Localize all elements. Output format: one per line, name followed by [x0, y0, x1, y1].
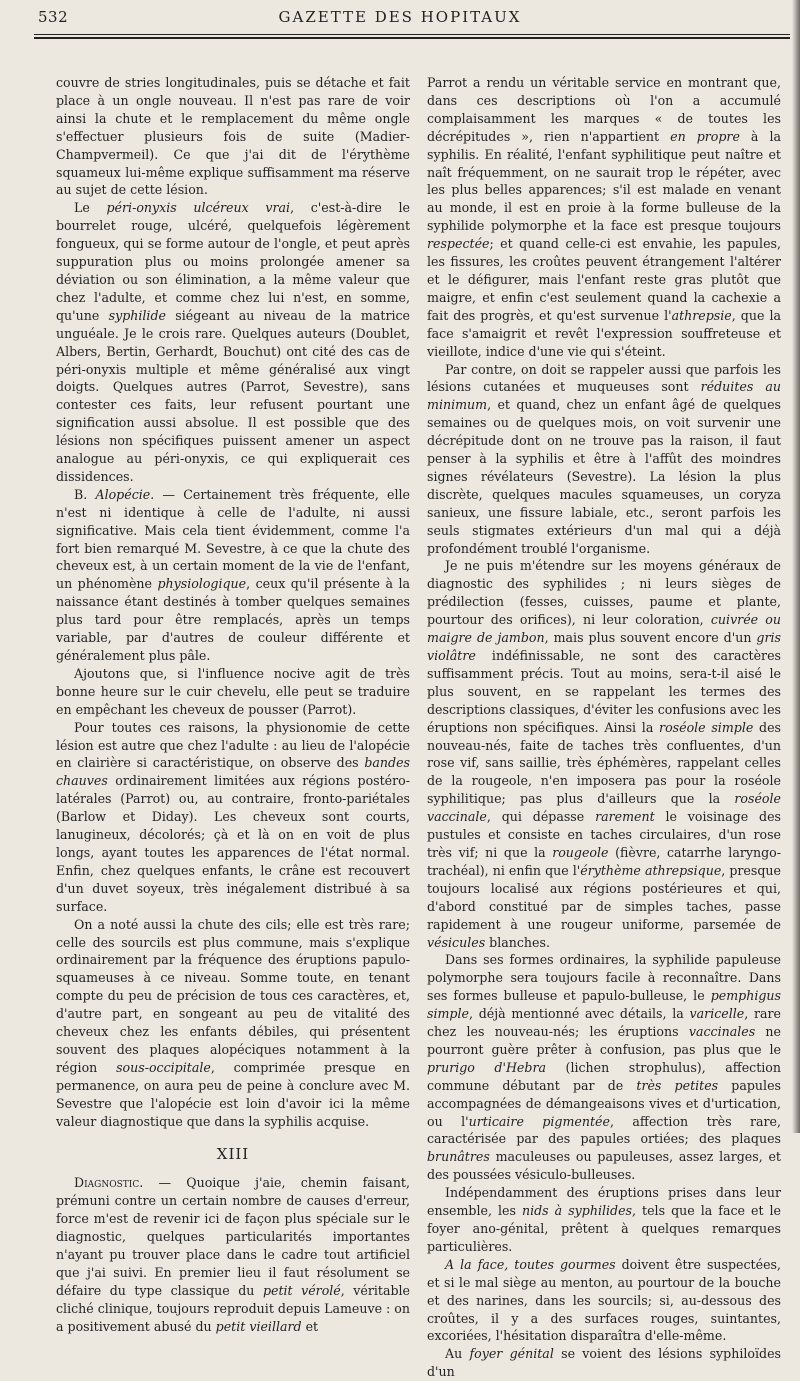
- paragraph: On a noté aussi la chute des cils; elle est très rare; celle des sourcils est plus commune, mais s'explique ordinairement par la fréquence des éruptions papulo-squameuses à ce niveau. Somme toute, en tenant compte du peu de précision de tous ces caractères, et, d'autre part, en songeant au peu de vitalité des cheveux chez les enfants débiles, qui présentent souvent des plaques alopéciques notamment à la région sous-occipitale, comprimée presque en permanence, on aura peu de peine à conclure avec M. Sevestre que l'alopécie est loin d'avoir ici la même valeur diagnostique que dans la syphilis acquise.: [56, 916, 410, 1129]
- paragraph: Pour toutes ces raisons, la physionomie de cette lésion est autre que chez l'adulte : au lieu de l'alopécie en clairière si caractéristique, on observe des bandes chauves ordinairement limitées aux régions postéro-latérales (Parrot) ou, au contraire, fronto-pariétales (Barlow et Diday). Les cheveux sont courts, lanugineux, décolorés; çà et là on en voit de plus longs, ayant toutes les apparences de l'état normal. Enfin, chez quelques enfants, le crâne est recouvert d'un duvet soyeux, très inégalement distribué à sa surface.: [56, 719, 410, 914]
- paragraph: Ajoutons que, si l'influence nocive agit de très bonne heure sur le cuir chevelu, elle peut se traduire en empêchant les cheveux de pousser (Parrot).: [56, 665, 410, 717]
- header-rule-thin: [34, 34, 790, 35]
- paragraph: Dans ses formes ordinaires, la syphilide papuleuse polymorphe sera toujours facile à reconnaître. Dans ses formes bulleuse et papulo-bulleuse, le pemphigus simple, déjà mentionné avec détails, la varicelle, rare chez les nouveau-nés; les éruptions vaccinales ne pourront guère prêter à confusion, pas plus que le prurigo d'Hebra (lichen strophulus), affection commune débutant par de très petites papules accompagnées de démangeaisons vives et d'urtication, ou l'urticaire pigmentée, affection très rare, caractérisée par des papules ortiées; des plaques brunâtres maculeuses ou papuleuses, assez larges, et des poussées vésiculo-bulleuses.: [427, 952, 782, 1183]
- section-heading: XIII: [216, 1145, 250, 1164]
- paragraph: A la face, toutes gourmes doivent être suspectées, et si le mal siège au menton, au pourtour de la bouche et des narines, dans les sourcils; si, au-dessous des croûtes, il y a des surfaces rouges, suintantes, excoriées, l'hésitation disparaîtra d'elle-même.: [427, 1256, 781, 1344]
- paragraph: Au foyer génital se voient des lésions syphiloïdes d'un: [427, 1346, 781, 1380]
- running-head: GAZETTE DES HOPITAUX: [278, 8, 522, 26]
- paragraph: Le péri-onyxis ulcéreux vrai, c'est-à-dire le bourrelet rouge, ulcéré, quelquefois légèrement fongueux, qui se forme autour de l'ongle, et peut après suppuration plus ou moins prolongée amener sa déviation ou son élimination, a la même valeur que chez l'adulte, et comme chez lui n'est, en somme, qu'une syphilide siégeant au niveau de la matrice unguéale. Je le crois rare. Quelques auteurs (Doublet, Albers, Bertin, Gerhardt, Bouchut) ont cité des cas de péri-onyxis multiple et même généralisé aux vingt doigts. Quelques autres (Parrot, Sevestre), sans contester ces faits, leur refusent pourtant une signification aussi absolue. Il est possible que des lésions non spécifiques puissent amener un aspect analogue au péri-onyxis, ce qui expliquerait ces dissidences.: [56, 200, 410, 484]
- paragraph: Diagnostic. — Quoique j'aie, chemin faisant, prémuni contre un certain nombre de causes d'erreur, force m'est de revenir ici de façon plus spéciale sur le diagnostic, quelques particularités importantes n'ayant pu trouver place dans le cadre tout artificiel que j'ai suivi. En premier lieu il faut résolument se défaire du type classique du petit vérolé, véritable cliché clinique, toujours reproduit depuis Lameuve : on a positivement abusé du petit vieillard et: [56, 1175, 411, 1334]
- page-number: 532: [38, 8, 69, 26]
- header-rule-thick: [34, 37, 790, 39]
- paragraph: Parrot a rendu un véritable service en montrant que, dans ces descriptions où l'on a accumulé complaisamment les marques « de toutes les décrépitudes », rien n'appartient en propre à la syphilis. En réalité, l'enfant syphilitique peut naître et naît fréquemment, on ne saurait trop le répéter, avec les plus belles apparences; s'il est malade en venant au monde, il est en proie à la forme bulleuse de la syphilide polymorphe et la face est presque toujours respectée; et quand celle-ci est envahie, les papules, les fissures, les croûtes peuvent étrangement l'altérer et le défigurer, mais l'enfant reste gras plutôt que maigre, et enfin c'est seulement quand la cachexie a fait des progrès, et qu'est survenue l'athrepsie, que la face s'amaigrit et revêt l'expression souffreteuse et vieillote, indice d'une vie qui s'éteint.: [427, 75, 782, 359]
- left-column: [56, 74, 410, 1336]
- right-column: [427, 74, 781, 1381]
- paragraph: Je ne puis m'étendre sur les moyens généraux de diagnostic des syphilides ; ni leurs sièges de prédilection (fesses, cuisses, paume et plante, pourtour des orifices), ni leur coloration, cuivrée ou maigre de jambon, mais plus souvent encore d'un gris violâtre indéfinissable, ne sont des caractères suffisamment précis. Tout au moins, sera-t-il aisé le plus souvent, en se rappelant les termes des descriptions classiques, d'éviter les confusions avec les éruptions non spécifiques. Ainsi la roséole simple des nouveau-nés, faite de taches très confluentes, d'un rose vif, sans saillie, très éphémères, rappelant celles de la rougeole, n'en imposera pas pour la roséole syphilitique; pas plus d'ailleurs que la roséole vaccinale, qui dépasse rarement le voisinage des pustules et consiste en taches circulaires, d'un rose très vif; ni que la rougeole (fièvre, catarrhe laryngo-trachéal), ni enfin que l'érythème athrepsique, presque toujours localisé aux régions postérieures et qui, d'abord constitué par de simples taches, passe rapidement à une rougeur uniforme, parsemée de vésicules blanches.: [427, 558, 781, 950]
- paragraph: B. Alopécie. — Certainement très fréquente, elle n'est ni identique à celle de l'adulte, ni aussi significative. Mais cela tient évidemment, comme l'a fort bien remarqué M. Sevestre, à ce que la chute des cheveux est, à un certain moment de la vie de l'enfant, un phénomène physiologique, ceux qu'il présente à la naissance étant destinés à tomber quelques semaines plus tard pour être remplacés, après un temps variable, par d'autres de couleur différente et généralement plus pâle.: [56, 486, 411, 663]
- paragraph: couvre de stries longitudinales, puis se détache et fait place à un ongle nouveau. Il n'est pas rare de voir ainsi la chute et le remplacement du même ongle s'effectuer plusieurs fois de suite (Madier-Champvermeil). Ce que j'ai dit de l'érythème squameux lui-même explique suffisamment ma réserve au sujet de cette lésion.: [56, 75, 410, 198]
- paragraph: Indépendamment des éruptions prises dans leur ensemble, les nids à syphilides, tels que la face et le foyer ano-génital, prêtent à quelques remarques particulières.: [427, 1185, 782, 1254]
- paragraph: Par contre, on doit se rappeler aussi que parfois les lésions cutanées et muqueuses sont réduites au minimum, et quand, chez un enfant âgé de quelques semaines ou de quelques mois, on voit survenir une décrépitude dont on ne trouve pas la raison, il faut penser à la syphilis et être à l'affût des moindres signes révélateurs (Sevestre). La lésion la plus discrète, quelques macules squameuses, un coryza sanieux, une fissure labiale, etc., seront parfois les seuls stigmates extérieurs d'un mal qui a déjà profondément troublé l'organisme.: [427, 361, 781, 556]
- page-edge-shadow: [792, 0, 800, 1133]
